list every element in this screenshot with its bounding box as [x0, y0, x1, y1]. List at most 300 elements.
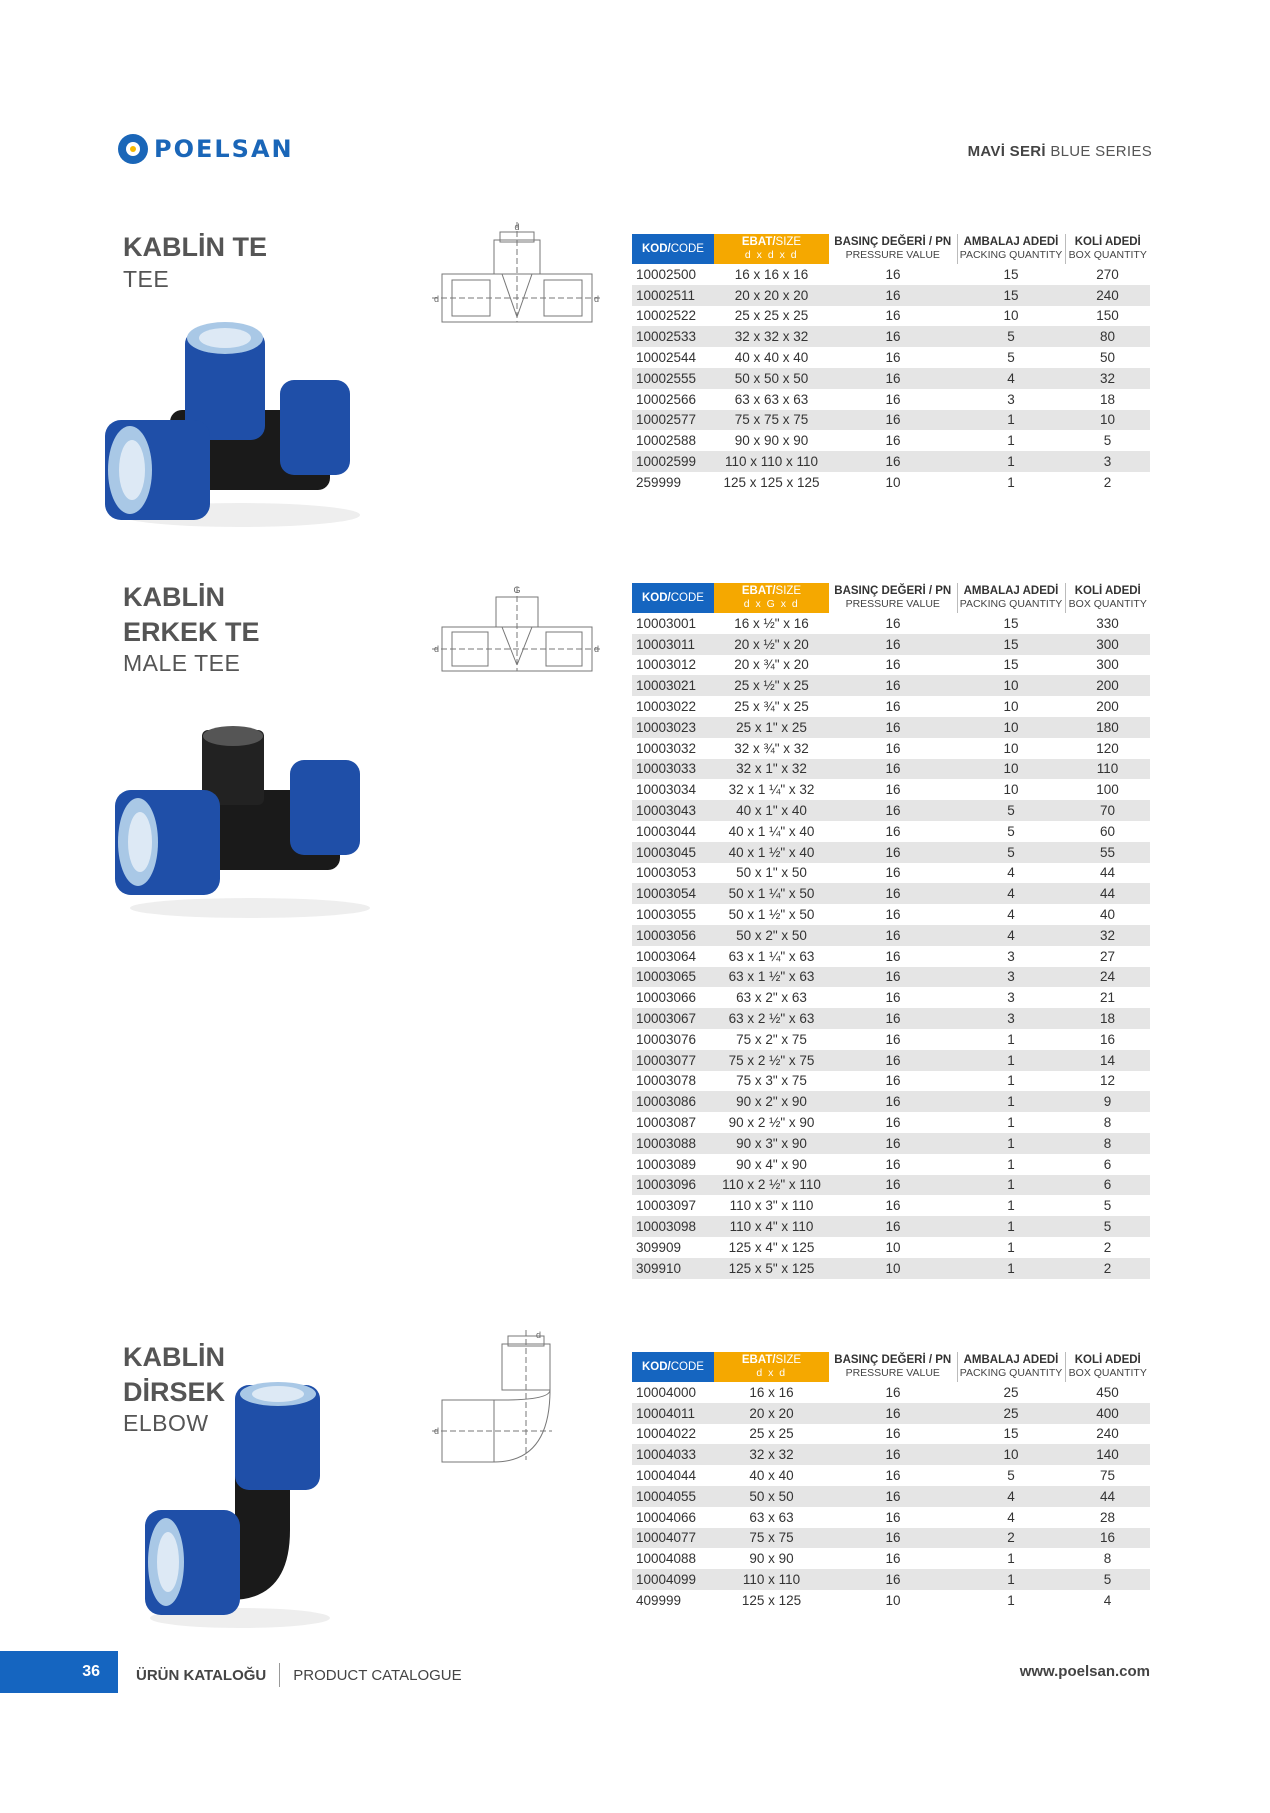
cell-pressure: 16 [829, 1403, 957, 1424]
cell-size: 125 x 125 x 125 [723, 474, 820, 490]
cell-packing: 15 [1003, 266, 1019, 282]
cell-packing: 4 [1007, 907, 1015, 923]
footer-divider [279, 1663, 280, 1687]
cell-size: 75 x 2" x 75 [736, 1031, 807, 1047]
cell-box: 200 [1096, 699, 1119, 715]
cell-pressure: 10 [829, 1258, 957, 1279]
cell-box: 16 [1099, 1031, 1116, 1047]
cell-code: 10003023 [632, 717, 714, 738]
male-tee-technical-drawing [432, 585, 602, 680]
cell-pressure: 16 [885, 990, 901, 1006]
table-row [632, 368, 1150, 389]
cell-code: 10003098 [632, 1216, 714, 1237]
cell-pressure: 16 [885, 1198, 901, 1214]
header-pressure: BASINÇ DEĞERİ / PN PRESSURE VALUE [834, 236, 952, 261]
cell-size: 110 x 4" x 110 [714, 1216, 829, 1237]
cell-packing: 15 [1003, 1426, 1019, 1442]
cell-size: 90 x 2" x 90 [714, 1091, 829, 1112]
cell-pressure: 16 [885, 1031, 901, 1047]
cell-packing: 1 [957, 1091, 1065, 1112]
cell-size: 25 x ½" x 25 [714, 675, 829, 696]
cell-pressure: 16 [829, 326, 957, 347]
table-header-row [632, 583, 1150, 613]
cell-packing: 10 [957, 1444, 1065, 1465]
male-tee-table-body [632, 613, 1150, 1279]
table-row [632, 1486, 1150, 1507]
cell-box: 21 [1099, 990, 1116, 1006]
cell-packing: 4 [1007, 865, 1015, 881]
cell-code: 10002555 [632, 368, 714, 389]
cell-pressure: 16 [829, 1569, 957, 1590]
cell-box: 32 [1065, 925, 1150, 946]
cell-pressure: 16 [885, 615, 901, 631]
cell-code: 10003054 [632, 883, 714, 904]
cell-packing: 5 [957, 800, 1065, 821]
cell-size: 32 x 1" x 32 [714, 759, 829, 780]
cell-box: 80 [1065, 326, 1150, 347]
cell-packing: 25 [957, 1403, 1065, 1424]
cell-packing: 15 [1003, 657, 1019, 673]
drawing-label: d [594, 644, 600, 654]
table-row [632, 1050, 1150, 1071]
table-row [632, 1258, 1150, 1279]
table-header-row [632, 234, 1150, 264]
cell-code: 10003055 [636, 907, 697, 923]
cell-packing: 3 [1007, 391, 1015, 407]
cell-packing: 4 [957, 925, 1065, 946]
cell-packing: 2 [957, 1528, 1065, 1549]
cell-code: 10003045 [632, 842, 714, 863]
cell-code: 10003011 [632, 634, 714, 655]
cell-box: 140 [1065, 1444, 1150, 1465]
cell-size: 20 x ½" x 20 [714, 634, 829, 655]
table-row [632, 410, 1150, 431]
cell-packing: 10 [957, 717, 1065, 738]
cell-code: 10003001 [636, 615, 697, 631]
table-row [632, 1154, 1150, 1175]
cell-code: 10003089 [636, 1156, 697, 1172]
cell-code: 10002588 [636, 433, 697, 449]
cell-packing: 10 [1003, 308, 1019, 324]
cell-packing: 15 [957, 634, 1065, 655]
cell-code: 10003076 [636, 1031, 697, 1047]
header-pressure: BASINÇ DEĞERİ / PN PRESSURE VALUE [834, 1354, 952, 1379]
tee-table-body [632, 264, 1150, 493]
cell-box: 2 [1103, 474, 1112, 490]
cell-packing: 1 [1007, 1073, 1015, 1089]
cell-packing: 1 [1007, 1592, 1015, 1608]
cell-pressure: 16 [829, 1486, 957, 1507]
cell-size: 63 x 2 ½" x 63 [714, 1008, 829, 1029]
cell-box: 8 [1103, 1115, 1112, 1131]
cell-size: 110 x 3" x 110 [729, 1198, 814, 1214]
cell-pressure: 16 [885, 308, 901, 324]
cell-size: 32 x 32 [714, 1444, 829, 1465]
cell-pressure: 16 [885, 1468, 901, 1484]
cell-packing: 10 [957, 675, 1065, 696]
cell-code: 10004088 [636, 1551, 697, 1567]
cell-pressure: 16 [829, 1091, 957, 1112]
table-row [632, 904, 1150, 925]
table-row [632, 1465, 1150, 1486]
drawing-label: G [513, 585, 521, 595]
cell-code: 10003088 [632, 1133, 714, 1154]
cell-code: 10004000 [636, 1384, 697, 1400]
cell-code: 10002522 [636, 308, 697, 324]
cell-box: 450 [1096, 1384, 1119, 1400]
cell-packing: 3 [957, 967, 1065, 988]
cell-pressure: 10 [885, 1592, 901, 1608]
header-size: EBAT/SIZE d x d x d [714, 234, 829, 264]
cell-packing: 1 [957, 1216, 1065, 1237]
cell-size: 40 x 40 x 40 [734, 350, 809, 366]
cell-box: 44 [1065, 1486, 1150, 1507]
cell-size: 50 x 1" x 50 [736, 865, 807, 881]
cell-pressure: 16 [829, 1444, 957, 1465]
section-title-tee [123, 230, 267, 265]
cell-box: 300 [1096, 657, 1119, 673]
cell-packing: 1 [1007, 433, 1015, 449]
series-tr: MAVİ SERİ [967, 143, 1046, 160]
cell-pressure: 16 [829, 1528, 957, 1549]
cell-size: 110 x 110 [714, 1569, 829, 1590]
table-row [632, 430, 1150, 451]
cell-code: 259999 [636, 474, 682, 490]
table-row [632, 1507, 1150, 1528]
cell-size: 75 x 75 x 75 [714, 410, 829, 431]
cell-pressure: 10 [885, 474, 901, 490]
elbow-product-photo [140, 1380, 340, 1630]
footer-website-link[interactable]: www.poelsan.com [1019, 1663, 1150, 1680]
table-row [632, 738, 1150, 759]
cell-size: 63 x 2" x 63 [736, 990, 807, 1006]
cell-pressure: 16 [829, 634, 957, 655]
cell-pressure: 16 [829, 1050, 957, 1071]
cell-pressure: 16 [885, 782, 901, 798]
table-row [632, 967, 1150, 988]
cell-box: 4 [1103, 1592, 1112, 1608]
cell-box: 5 [1065, 1569, 1150, 1590]
cell-pressure: 16 [829, 451, 957, 472]
cell-pressure: 16 [829, 883, 957, 904]
cell-packing: 1 [1007, 1115, 1015, 1131]
cell-box: 150 [1096, 308, 1119, 324]
table-row [632, 1528, 1150, 1549]
cell-code: 10004066 [636, 1509, 697, 1525]
table-row [632, 1091, 1150, 1112]
cell-box: 55 [1065, 842, 1150, 863]
table-row [632, 1175, 1150, 1196]
cell-pressure: 16 [829, 759, 957, 780]
table-row [632, 306, 1150, 327]
table-row [632, 1444, 1150, 1465]
table-row [632, 1008, 1150, 1029]
cell-box: 5 [1103, 433, 1112, 449]
cell-size: 50 x 2" x 50 [714, 925, 829, 946]
cell-size: 20 x 20 x 20 [714, 285, 829, 306]
cell-code: 10003064 [636, 948, 697, 964]
cell-pressure: 16 [885, 948, 901, 964]
section-subtitle-tee: TEE [123, 266, 170, 292]
cell-pressure: 16 [885, 740, 901, 756]
cell-box: 3 [1065, 451, 1150, 472]
cell-packing: 4 [957, 1486, 1065, 1507]
cell-code: 10004077 [632, 1528, 714, 1549]
cell-code: 10002533 [632, 326, 714, 347]
cell-pressure: 16 [885, 907, 901, 923]
cell-packing: 1 [1007, 1239, 1015, 1255]
table-row [632, 1403, 1150, 1424]
cell-code: 409999 [636, 1592, 682, 1608]
cell-code: 10004022 [636, 1426, 697, 1442]
cell-box: 6 [1065, 1175, 1150, 1196]
table-row [632, 675, 1150, 696]
cell-pressure: 16 [885, 266, 901, 282]
table-row [632, 1569, 1150, 1590]
drawing-label: d [594, 294, 600, 304]
cell-size: 90 x 3" x 90 [714, 1133, 829, 1154]
cell-pressure: 16 [885, 1073, 901, 1089]
cell-code: 10002511 [632, 285, 714, 306]
cell-size: 25 x ¾" x 25 [734, 699, 809, 715]
cell-code: 10003078 [636, 1073, 697, 1089]
cell-box: 18 [1065, 1008, 1150, 1029]
drawing-label: d [536, 1330, 542, 1340]
cell-packing: 1 [957, 1050, 1065, 1071]
cell-size: 32 x 32 x 32 [714, 326, 829, 347]
cell-box: 240 [1096, 1426, 1119, 1442]
cell-packing: 5 [1007, 1468, 1015, 1484]
cell-size: 63 x 63 [749, 1509, 794, 1525]
male-tee-spec-table [632, 583, 1150, 1279]
drawing-label: d [514, 222, 520, 232]
catalogue-tr: ÜRÜN KATALOĞU [136, 1666, 267, 1684]
cell-packing: 5 [1007, 823, 1015, 839]
cell-code: 10002577 [632, 410, 714, 431]
cell-size: 16 x 16 [749, 1384, 794, 1400]
cell-pressure: 16 [829, 842, 957, 863]
cell-packing: 1 [1007, 1198, 1015, 1214]
cell-size: 50 x 50 x 50 [714, 368, 829, 389]
cell-packing: 10 [1003, 782, 1019, 798]
tee-product-photo [100, 310, 360, 530]
footer-catalogue [136, 1663, 462, 1687]
cell-packing: 1 [1007, 474, 1015, 490]
cell-code: 10003053 [636, 865, 697, 881]
cell-size: 16 x ½" x 16 [734, 615, 809, 631]
drawing-label: d [434, 294, 440, 304]
cell-box: 2 [1103, 1239, 1112, 1255]
tee-spec-table [632, 234, 1150, 493]
cell-box: 10 [1065, 410, 1150, 431]
cell-pressure: 16 [829, 717, 957, 738]
table-row [632, 925, 1150, 946]
cell-size: 110 x 110 x 110 [714, 451, 829, 472]
cell-pressure: 16 [885, 1115, 901, 1131]
header-box: KOLİ ADEDİ BOX QUANTITY [1065, 583, 1150, 613]
cell-packing: 1 [1007, 1031, 1015, 1047]
cell-packing: 1 [957, 1133, 1065, 1154]
cell-packing: 1 [957, 410, 1065, 431]
title-line: KABLİN TE [123, 232, 267, 262]
cell-code: 10002500 [636, 266, 697, 282]
poelsan-logo-icon [118, 134, 148, 164]
table-row [632, 987, 1150, 1008]
header-pressure: BASINÇ DEĞERİ / PN PRESSURE VALUE [834, 585, 952, 610]
cell-box: 24 [1065, 967, 1150, 988]
cell-code: 10003067 [632, 1008, 714, 1029]
table-row [632, 1133, 1150, 1154]
cell-pressure: 16 [885, 1156, 901, 1172]
cell-size: 90 x 4" x 90 [736, 1156, 807, 1172]
cell-pressure: 16 [885, 1551, 901, 1567]
table-row [632, 451, 1150, 472]
cell-packing: 1 [1007, 1156, 1015, 1172]
cell-packing: 3 [1007, 948, 1015, 964]
cell-packing: 1 [957, 451, 1065, 472]
table-row [632, 759, 1150, 780]
cell-code: 10003043 [632, 800, 714, 821]
cell-code: 309910 [632, 1258, 714, 1279]
table-row [632, 347, 1150, 368]
cell-box: 300 [1065, 634, 1150, 655]
cell-size: 40 x 1" x 40 [714, 800, 829, 821]
table-row [632, 1424, 1150, 1445]
cell-code: 10003066 [636, 990, 697, 1006]
cell-code: 10003033 [632, 759, 714, 780]
table-row [632, 1216, 1150, 1237]
cell-code: 10004099 [632, 1569, 714, 1590]
cell-packing: 10 [1003, 699, 1019, 715]
cell-code: 10003087 [636, 1115, 697, 1131]
table-row [632, 842, 1150, 863]
cell-pressure: 16 [829, 967, 957, 988]
cell-box: 110 [1065, 759, 1150, 780]
title-line: DİRSEK [123, 1377, 226, 1407]
cell-size: 40 x 40 [749, 1468, 794, 1484]
title-line: KABLİN [123, 582, 225, 612]
drawing-label: d [434, 644, 440, 654]
cell-pressure: 16 [829, 285, 957, 306]
cell-code: 10003021 [632, 675, 714, 696]
title-line: ERKEK TE [123, 617, 260, 647]
cell-code: 10004044 [636, 1468, 697, 1484]
table-row [632, 779, 1150, 800]
cell-packing: 3 [957, 1008, 1065, 1029]
cell-pressure: 16 [829, 675, 957, 696]
cell-size: 32 x ¾" x 32 [734, 740, 809, 756]
series-label [968, 143, 1152, 160]
cell-box: 44 [1099, 865, 1116, 881]
cell-box: 14 [1065, 1050, 1150, 1071]
header-box: KOLİ ADEDİ BOX QUANTITY [1065, 1352, 1150, 1382]
cell-size: 25 x 1" x 25 [714, 717, 829, 738]
cell-pressure: 16 [885, 1509, 901, 1525]
cell-pressure: 16 [829, 410, 957, 431]
tee-technical-drawing [432, 222, 602, 337]
header-size: EBAT/SIZE d x G x d [714, 583, 829, 613]
cell-box: 5 [1103, 1198, 1112, 1214]
cell-size: 63 x 63 x 63 [734, 391, 809, 407]
title-line: KABLİN [123, 1342, 225, 1372]
cell-packing: 5 [957, 326, 1065, 347]
cell-packing: 5 [957, 842, 1065, 863]
cell-code: 10003086 [632, 1091, 714, 1112]
cell-pressure: 16 [885, 391, 901, 407]
cell-code: 10004033 [632, 1444, 714, 1465]
header-size: EBAT/SIZE d x d [714, 1352, 829, 1382]
cell-box: 28 [1099, 1509, 1116, 1525]
cell-box: 240 [1065, 285, 1150, 306]
table-header-row [632, 1352, 1150, 1382]
cell-pressure: 16 [885, 433, 901, 449]
cell-code: 10004055 [632, 1486, 714, 1507]
header-code: KOD/CODE [632, 583, 714, 613]
cell-size: 110 x 2 ½" x 110 [714, 1175, 829, 1196]
cell-size: 50 x 1 ½" x 50 [728, 907, 815, 923]
cell-code: 10002566 [636, 391, 697, 407]
cell-size: 40 x 1 ½" x 40 [714, 842, 829, 863]
cell-box: 40 [1099, 907, 1116, 923]
cell-code: 10003022 [636, 699, 697, 715]
cell-code: 10003034 [636, 782, 697, 798]
cell-box: 200 [1065, 675, 1150, 696]
cell-size: 40 x 1 ¼" x 40 [728, 823, 815, 839]
cell-box: 100 [1096, 782, 1119, 798]
cell-code: 10002599 [632, 451, 714, 472]
table-row [632, 696, 1150, 717]
brand-name: POELSAN [154, 135, 294, 163]
header-code: KOD/CODE [632, 234, 714, 264]
cell-box: 18 [1099, 391, 1116, 407]
elbow-table-body [632, 1382, 1150, 1611]
cell-box: 8 [1065, 1133, 1150, 1154]
cell-pressure: 16 [885, 1426, 901, 1442]
table-row [632, 1382, 1150, 1403]
table-row [632, 1071, 1150, 1092]
table-row [632, 1195, 1150, 1216]
cell-pressure: 16 [885, 1384, 901, 1400]
cell-packing: 3 [1007, 990, 1015, 1006]
cell-size: 25 x 25 x 25 [734, 308, 809, 324]
cell-packing: 4 [957, 368, 1065, 389]
cell-code: 10003065 [632, 967, 714, 988]
cell-size: 125 x 5" x 125 [714, 1258, 829, 1279]
cell-size: 50 x 50 [714, 1486, 829, 1507]
header-packing: AMBALAJ ADEDİ PACKING QUANTITY [957, 1352, 1065, 1382]
table-row [632, 717, 1150, 738]
cell-size: 50 x 1 ¼" x 50 [714, 883, 829, 904]
cell-box: 180 [1065, 717, 1150, 738]
elbow-spec-table [632, 1352, 1150, 1611]
section-subtitle-elbow: ELBOW [123, 1410, 209, 1436]
cell-box: 6 [1103, 1156, 1112, 1172]
cell-box: 330 [1096, 615, 1119, 631]
cell-packing: 10 [1003, 740, 1019, 756]
cell-code: 10003096 [632, 1175, 714, 1196]
cell-size: 32 x 1 ¼" x 32 [728, 782, 815, 798]
cell-size: 125 x 4" x 125 [728, 1239, 815, 1255]
cell-box: 27 [1099, 948, 1116, 964]
cell-pressure: 16 [829, 368, 957, 389]
cell-packing: 1 [1007, 1551, 1015, 1567]
cell-box: 32 [1065, 368, 1150, 389]
cell-size: 75 x 3" x 75 [736, 1073, 807, 1089]
cell-box: 9 [1065, 1091, 1150, 1112]
cell-pressure: 16 [885, 657, 901, 673]
cell-box: 2 [1065, 1258, 1150, 1279]
cell-packing: 10 [957, 759, 1065, 780]
